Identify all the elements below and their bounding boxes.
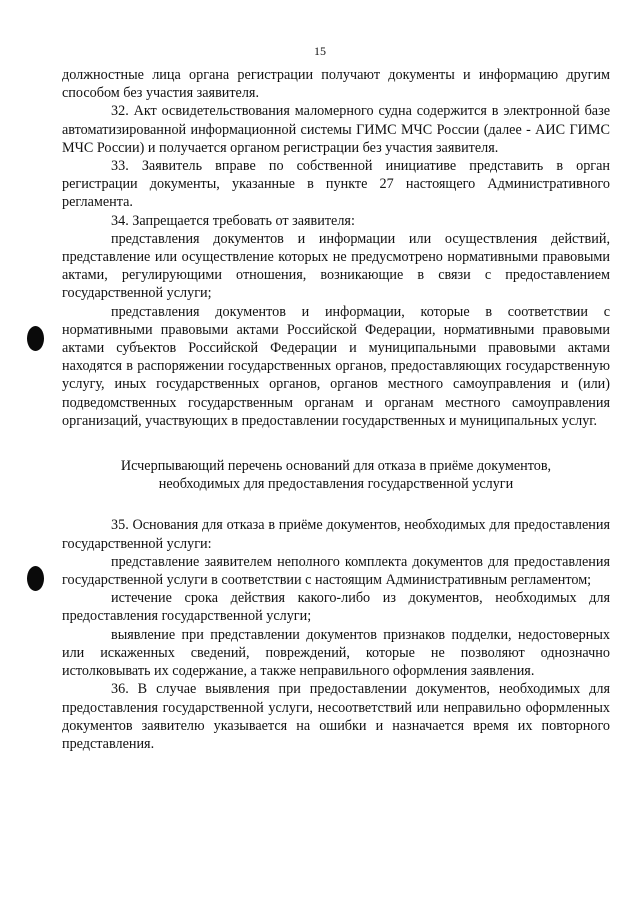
paragraph: представления документов и информации, которые в соответствии с нормативными правовыми актами Российской Федерации, нормативными правовыми актами субъектов Российской Федерации и муниципальными правовыми актами находятся в распоряжении государственных органов, предоставляющих государственную услугу, иных государственных органов, органов местного самоуправления и (или) подведомственных государственным органам и органам местного самоуправления организаций, участвующих в предоставлении государственных и муниципальных услуг. [62,303,610,429]
page-number: 15 [314,44,326,58]
paragraph: представление заявителем неполного комплекта документов для предоставления государственной услуги в соответствии с настоящим Административным регламентом; [62,553,610,589]
paragraph: 32. Акт освидетельствования маломерного судна содержится в электронной базе автоматизированной информационной системы ГИМС МЧС России (далее - АИС ГИМС МЧС России) и получается органом регистрации без участия заявителя. [62,103,610,156]
paragraph: выявление при представлении документов признаков подделки, недостоверных или искаженных сведений, повреждений, которые не позволяют однозначно истолковывать их содержание, а также неправильного оформления заявления. [62,626,610,680]
paragraph: представления документов и информации или осуществления действий, представление или осуществление которых не предусмотрено нормативными правовыми актами, регулирующими отношения, возникающие в связи с предоставлением государственной услуги; [62,230,610,302]
section-heading [62,457,610,493]
section-heading-line-1: Исчерпывающий перечень оснований для отказа в приёме документов, [120,458,552,475]
paragraphs-top [62,66,610,430]
paragraph: 34. Запрещается требовать от заявителя: [111,212,355,229]
paragraph: 33. Заявитель вправе по собственной инициативе представить в орган регистрации документы, указанные в пункте 27 настоящего Административного регламента. [62,158,610,211]
paragraph: истечение срока действия какого-либо из документов, необходимых для предоставления государственной услуги; [62,590,610,625]
paragraph: 35. Основания для отказа в приёме документов, необходимых для предоставления государственной услуги: [62,517,610,552]
paragraphs-bottom [62,516,610,753]
document-body [62,66,610,753]
paragraph: должностные лица органа регистрации получают документы и информацию другим способом без участия заявителя. [62,67,610,102]
punch-hole-top [27,326,44,351]
paragraph: 36. В случае выявления при предоставлении документов, необходимых для предоставления государственной услуги, несоответствий или неправильно оформленных документов заявителю указывается на ошибки и назначается время их повторного представления. [62,681,610,752]
punch-hole-bottom [27,566,44,591]
section-heading-line-2: необходимых для предоставления государственной услуги [158,476,514,493]
